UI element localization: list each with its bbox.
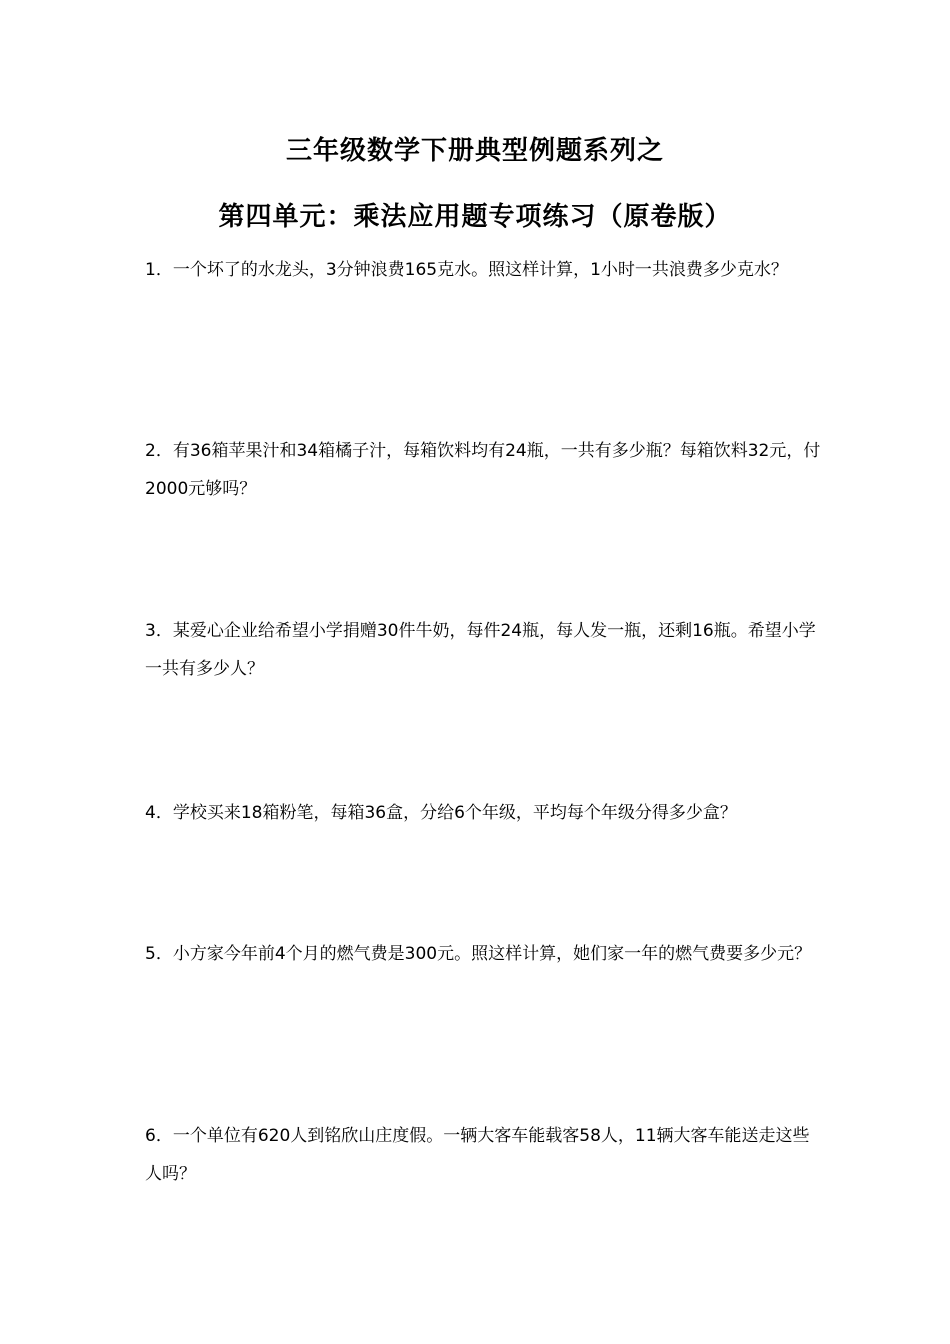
document-title: 三年级数学下册典型例题系列之 (285, 136, 664, 166)
question-3: 3．某爱心企业给希望小学捐赠30件牛奶，每件24瓶，每人发一瓶，还剩16瓶。希望小学一共有多少人？ (145, 621, 816, 679)
question-5: 5．小方家今年前4个月的燃气费是300元。照这样计算，她们家一年的燃气费要多少元？ (145, 944, 812, 964)
question-2: 2．有36箱苹果汁和34箱橘子汁，每箱饮料均有24瓶，一共有多少瓶？每箱饮料32元，付2000元够吗？ (145, 441, 821, 499)
question-6: 6．一个单位有620人到铭欣山庄度假。一辆大客车能载客58人，11辆大客车能送走这些人吗？ (145, 1126, 810, 1184)
question-1: 1．一个坏了的水龙头，3分钟浪费165克水。照这样计算，1小时一共浪费多少克水？ (145, 260, 788, 280)
question-4: 4．学校买来18箱粉笔，每箱36盒，分给6个年级，平均每个年级分得多少盒？ (145, 803, 737, 823)
document-subtitle: 第四单元：乘法应用题专项练习（原卷版） (218, 202, 732, 232)
